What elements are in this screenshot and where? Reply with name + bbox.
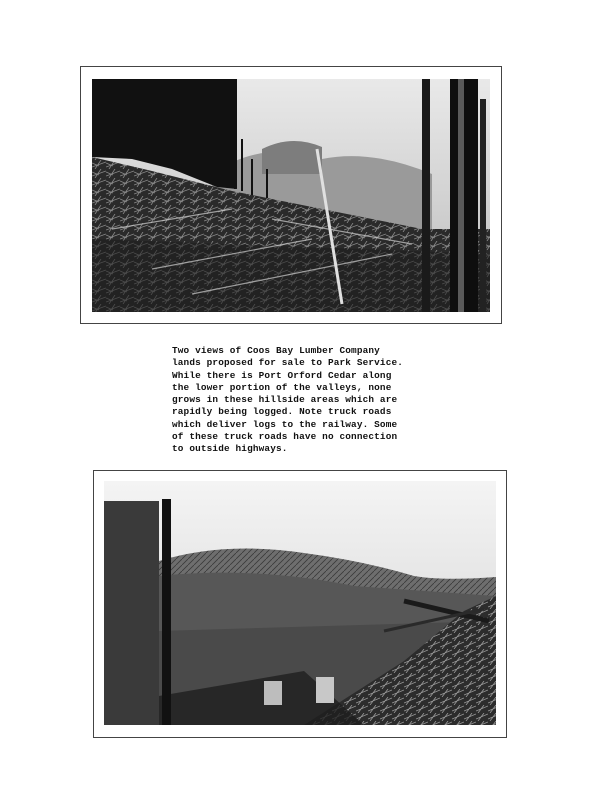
logged-valley-photo	[104, 481, 496, 725]
caption-line: of these truck roads have no connection	[172, 431, 398, 443]
photo-caption	[172, 345, 432, 456]
caption-line: grows in these hillside areas which are	[172, 394, 398, 406]
caption-line: which deliver logs to the railway. Some	[172, 418, 398, 430]
caption-line: to outside highways.	[172, 443, 288, 455]
photo-frame-top	[80, 66, 502, 324]
caption-line: the lower portion of the valleys, none	[172, 381, 392, 393]
caption-line: rapidly being logged. Note truck roads	[172, 406, 392, 418]
photo-frame-bottom	[93, 470, 507, 738]
logged-hillside-photo	[92, 79, 490, 312]
caption-line: lands proposed for sale to Park Service.	[172, 357, 404, 369]
caption-line: While there is Port Orford Cedar along	[172, 369, 392, 381]
caption-line: Two views of Coos Bay Lumber Company	[172, 345, 380, 356]
